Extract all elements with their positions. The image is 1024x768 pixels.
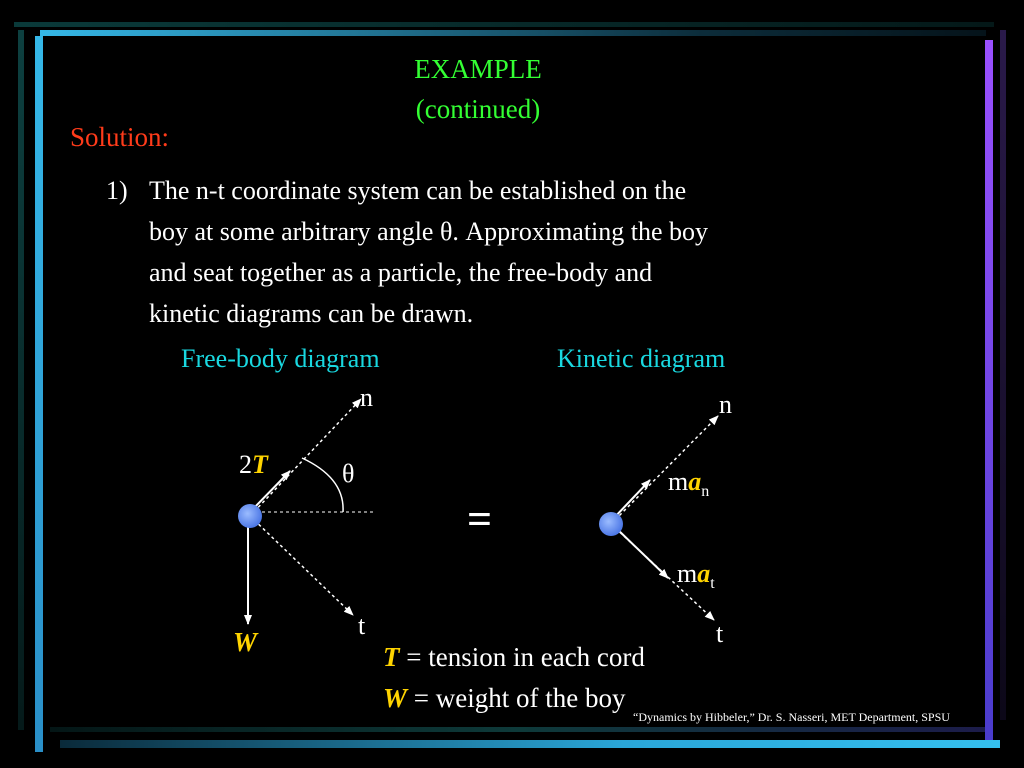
tension-symbol: T xyxy=(252,450,268,479)
fbd-t-label: t xyxy=(358,611,366,640)
free-body-diagram xyxy=(233,383,374,657)
legend-tension xyxy=(383,642,645,673)
step-line-2: boy at some arbitrary angle θ. Approximating the boy xyxy=(149,217,709,246)
tension-coef: 2 xyxy=(239,450,252,479)
fbd-n-label: n xyxy=(360,383,373,412)
theta-label: θ xyxy=(342,459,355,488)
kinetic-t-label: t xyxy=(716,619,724,648)
kinetic-n-axis xyxy=(611,416,718,524)
slide-subtitle: (continued) xyxy=(415,94,541,124)
ma-n-mass: m xyxy=(668,467,689,496)
tangential-accel-arrow xyxy=(615,527,668,578)
ma-n-label xyxy=(668,467,709,500)
step-number: 1) xyxy=(106,176,128,205)
equals-sign: = xyxy=(467,495,493,544)
kinetic-heading: Kinetic diagram xyxy=(557,344,726,373)
theta-arc xyxy=(302,458,343,512)
ma-t-accel: a xyxy=(697,559,711,588)
ma-t-mass: m xyxy=(677,559,698,588)
fbd-t-axis xyxy=(250,516,353,615)
step-line-3: and seat together as a particle, the free-body and xyxy=(149,258,653,287)
slide-title: EXAMPLE xyxy=(414,54,542,84)
ma-t-label xyxy=(677,559,715,592)
ma-n-accel: a xyxy=(688,467,702,496)
legend-tension-text: = tension in each cord xyxy=(399,642,645,672)
kinetic-diagram xyxy=(599,390,732,648)
solution-label: Solution: xyxy=(70,122,170,152)
kinetic-particle xyxy=(599,512,623,536)
fbd-particle xyxy=(238,504,262,528)
fbd-heading: Free-body diagram xyxy=(181,344,380,373)
legend-weight xyxy=(383,683,625,714)
legend-weight-text: = weight of the boy xyxy=(407,683,626,713)
credit-footer: “Dynamics by Hibbeler,” Dr. S. Nasseri, MET Department, SPSU xyxy=(633,710,950,724)
tension-label xyxy=(239,450,269,479)
legend-weight-symbol: W xyxy=(383,683,408,713)
ma-t-sub: t xyxy=(710,575,715,592)
ma-n-sub: n xyxy=(701,483,710,500)
kinetic-n-label: n xyxy=(719,390,732,419)
weight-label: W xyxy=(233,627,258,657)
legend-tension-symbol: T xyxy=(383,642,400,672)
normal-accel-arrow xyxy=(612,480,650,520)
step-line-1: The n-t coordinate system can be established on the xyxy=(149,176,687,205)
step-line-4: kinetic diagrams can be drawn. xyxy=(149,299,474,328)
